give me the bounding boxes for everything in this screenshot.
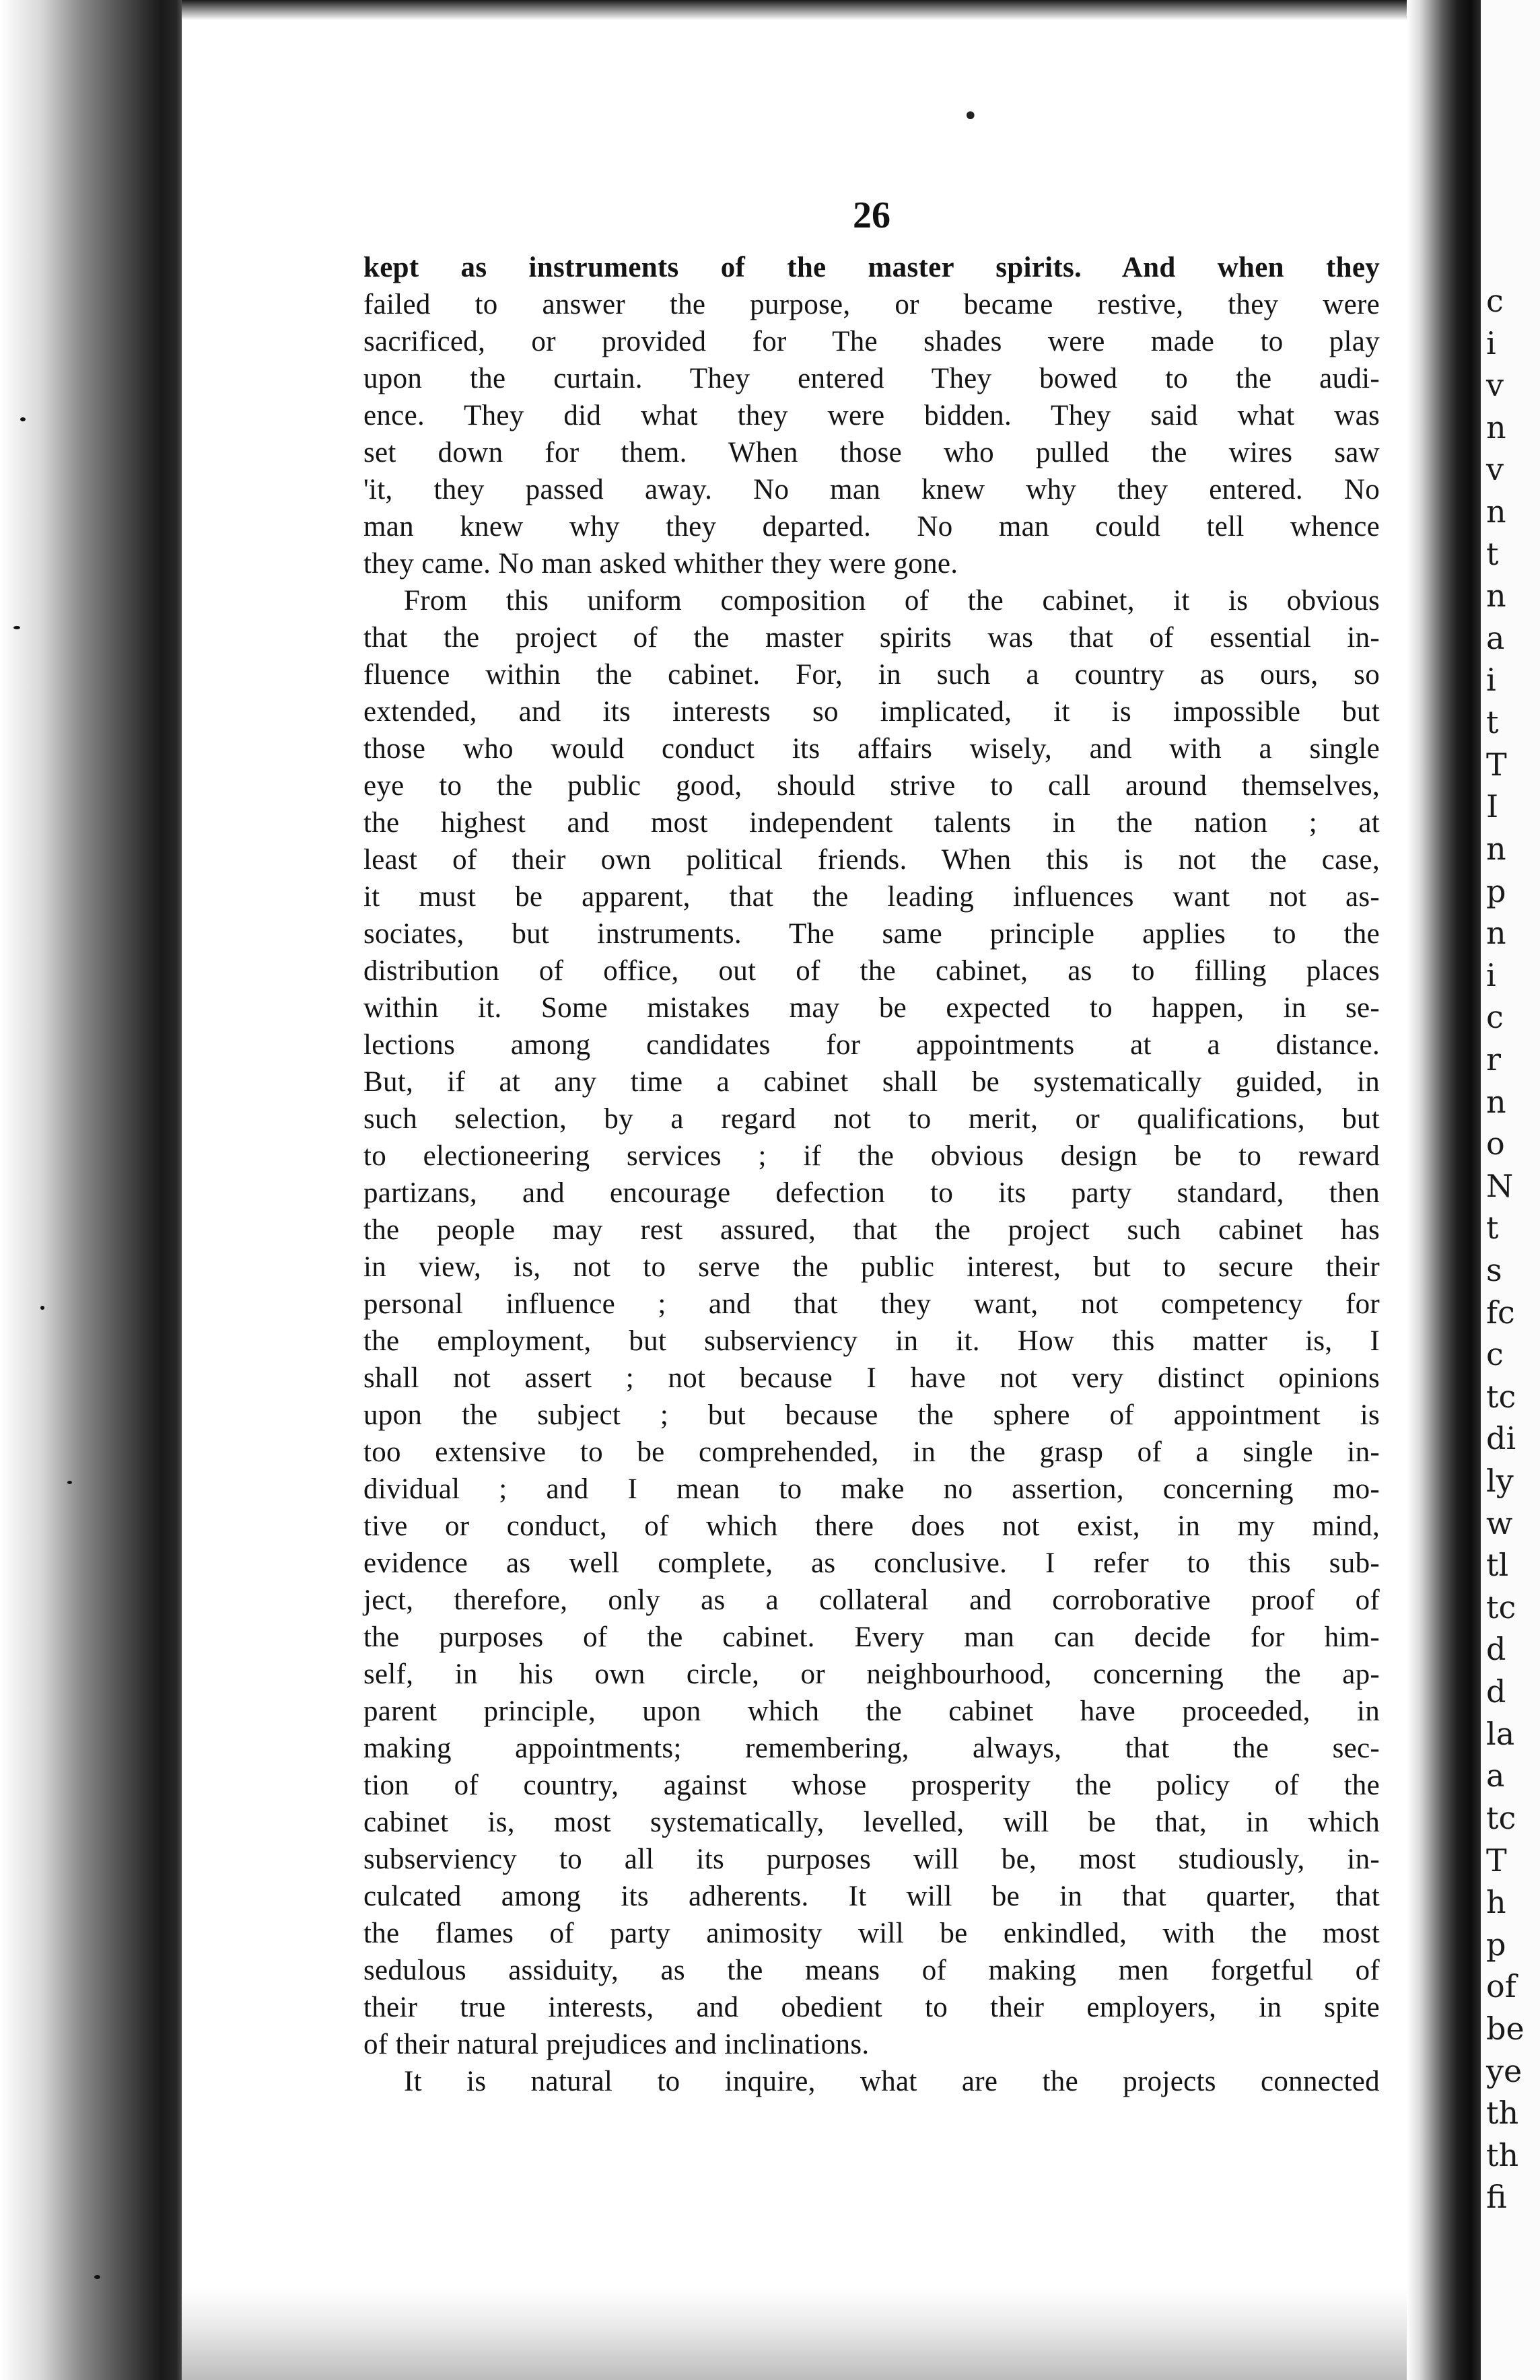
top-page-shadow	[182, 0, 1413, 20]
facing-page-fragment: n	[1486, 409, 1506, 446]
text-line: upon the curtain. They entered They bowed to the audi-	[363, 363, 1380, 394]
facing-page-fragment: p	[1486, 872, 1506, 909]
text-line: the people may rest assured, that the project such cabinet has	[363, 1214, 1380, 1246]
facing-page-fragment: o	[1486, 1125, 1505, 1162]
facing-page-fragment: n	[1486, 915, 1506, 952]
right-gutter-shadow	[1407, 0, 1481, 2380]
text-line: set down for them. When those who pulled the wires saw	[363, 437, 1380, 468]
ink-speck: •	[963, 101, 979, 132]
text-line: tive or conduct, of which there does not exist, in my mind,	[363, 1510, 1380, 1542]
facing-page-fragment: I	[1486, 788, 1499, 825]
text-line: to electioneering services ; if the obvious design be to reward	[363, 1140, 1380, 1172]
text-line: the employment, but subserviency in it. How this matter is, I	[363, 1325, 1380, 1357]
text-line: lections among candidates for appointments at a distance.	[363, 1029, 1380, 1061]
text-line: too extensive to be comprehended, in the grasp of a single in-	[363, 1436, 1380, 1468]
facing-page-fragment: c	[1486, 999, 1504, 1036]
text-line: the purposes of the cabinet. Every man can decide for him-	[363, 1621, 1380, 1653]
facing-page-fragment: r	[1486, 1041, 1501, 1078]
facing-page-fragment: p	[1486, 1926, 1506, 1963]
text-line: ject, therefore, only as a collateral and corroborative proof of	[363, 1584, 1380, 1616]
text-line: From this uniform composition of the cabinet, it is obvious	[404, 585, 1380, 617]
facing-page-fragment: v	[1486, 367, 1504, 404]
text-line: their true interests, and obedient to their employers, in spite	[363, 1992, 1380, 2023]
facing-page-fragment: i	[1486, 324, 1496, 361]
text-line: the highest and most independent talents in the nation ; at	[363, 807, 1380, 839]
facing-page-fragment: tl	[1486, 1547, 1509, 1584]
text-line: distribution of office, out of the cabinet, as to filling places	[363, 955, 1380, 987]
text-block	[363, 249, 1380, 2100]
page-number: 26	[853, 195, 890, 236]
text-line: subserviency to all its purposes will be, most studiously, in-	[363, 1844, 1380, 1875]
facing-page-fragment: c	[1486, 283, 1504, 319]
facing-page-fragment: di	[1486, 1420, 1516, 1457]
facing-page-fragment: n	[1486, 830, 1506, 867]
text-line: sacrificed, or provided for The shades were made to play	[363, 326, 1380, 357]
facing-page-fragment: th	[1486, 2136, 1519, 2173]
text-line: the flames of party animosity will be enkindled, with the most	[363, 1918, 1380, 1949]
facing-page-fragment: T	[1486, 1842, 1507, 1879]
facing-page-fragment: tc	[1486, 1588, 1516, 1625]
text-line: of their natural prejudices and inclinations.	[363, 2029, 870, 2060]
text-line: cabinet is, most systematically, levelled, will be that, in which	[363, 1807, 1380, 1838]
text-line: culcated among its adherents. It will be in that quarter, that	[363, 1881, 1380, 1912]
text-line: eye to the public good, should strive to call around themselves,	[363, 770, 1380, 802]
text-line: kept as instruments of the master spirits. And when they	[363, 252, 1380, 283]
facing-page-fragment: h	[1486, 1884, 1506, 1921]
text-line: dividual ; and I mean to make no assertion, concerning mo-	[363, 1473, 1380, 1505]
text-line: self, in his own circle, or neighbourhood, concerning the ap-	[363, 1658, 1380, 1690]
text-line: in view, is, not to serve the public interest, but to secure their	[363, 1251, 1380, 1283]
text-line: personal influence ; and that they want, not competency for	[363, 1288, 1380, 1320]
text-line: such selection, by a regard not to merit, or qualifications, but	[363, 1103, 1380, 1135]
facing-page-fragment: n	[1486, 493, 1506, 530]
text-line: making appointments; remembering, always, that the sec-	[363, 1733, 1380, 1764]
facing-page-fragment: i	[1486, 662, 1496, 699]
facing-page-fragment: a	[1486, 619, 1505, 656]
facing-page-fragment: be	[1486, 2010, 1525, 2047]
facing-page-fragment: N	[1486, 1167, 1514, 1204]
text-line: 'it, they passed away. No man knew why they entered. No	[363, 474, 1380, 505]
text-line: partizans, and encourage defection to its party standard, then	[363, 1177, 1380, 1209]
text-line: sociates, but instruments. The same principle applies to the	[363, 918, 1380, 950]
facing-page-fragment: n	[1486, 1083, 1506, 1120]
facing-page-fragment: t	[1486, 535, 1499, 572]
facing-page-fragment: tc	[1486, 1799, 1516, 1836]
text-line: they came. No man asked whither they were gone.	[363, 548, 958, 580]
text-line: extended, and its interests so implicated, it is impossible but	[363, 696, 1380, 728]
text-line: least of their own political friends. When this is not the case,	[363, 844, 1380, 876]
text-line: within it. Some mistakes may be expected to happen, in se-	[363, 992, 1380, 1024]
facing-page-fragment: la	[1486, 1715, 1515, 1752]
facing-page-fragment: t	[1486, 1210, 1499, 1247]
text-line: sedulous assiduity, as the means of making men forgetful of	[363, 1955, 1380, 1986]
left-binding-edge	[0, 0, 182, 2380]
facing-page-fragment: d	[1486, 1673, 1506, 1710]
text-line: parent principle, upon which the cabinet have proceeded, in	[363, 1695, 1380, 1727]
text-line: evidence as well complete, as conclusive. I refer to this sub-	[363, 1547, 1380, 1579]
facing-page-fragment: d	[1486, 1631, 1506, 1668]
facing-page-fragment: of	[1486, 1968, 1516, 2005]
text-line: shall not assert ; not because I have not very distinct opinions	[363, 1362, 1380, 1394]
bottom-page-shadow	[182, 2288, 1413, 2380]
facing-page-fragment: fi	[1486, 2179, 1507, 2216]
facing-page-fragment: v	[1486, 451, 1504, 488]
text-line: upon the subject ; but because the sphere of appointment is	[363, 1399, 1380, 1431]
facing-page-fragment: ye	[1486, 2052, 1523, 2089]
facing-page-fragment: i	[1486, 956, 1496, 993]
text-line: ence. They did what they were bidden. They said what was	[363, 400, 1380, 431]
facing-page-fragment: c	[1486, 1336, 1504, 1373]
facing-page-fragment: s	[1486, 1252, 1502, 1288]
facing-page-fragment: T	[1486, 746, 1507, 783]
facing-page-fragment: tc	[1486, 1378, 1516, 1415]
facing-page-fragment: th	[1486, 2095, 1519, 2132]
text-line: tion of country, against whose prosperity the policy of the	[363, 1770, 1380, 1801]
text-line: failed to answer the purpose, or became restive, they were	[363, 289, 1380, 320]
text-line: It is natural to inquire, what are the projects connected	[404, 2066, 1380, 2097]
text-line: man knew why they departed. No man could tell whence	[363, 511, 1380, 542]
text-line: But, if at any time a cabinet shall be systematically guided, in	[363, 1066, 1380, 1098]
facing-page-fragment: n	[1486, 578, 1506, 615]
text-line: it must be apparent, that the leading influences want not as-	[363, 881, 1380, 913]
facing-page-fragment: t	[1486, 704, 1499, 741]
facing-page-fragment: fc	[1486, 1294, 1515, 1331]
text-line: those who would conduct its affairs wisely, and with a single	[363, 733, 1380, 765]
facing-page-fragment: a	[1486, 1757, 1505, 1794]
facing-page-strip	[1481, 0, 1540, 2380]
facing-page-fragment: ly	[1486, 1463, 1514, 1500]
facing-page-fragment: w	[1486, 1504, 1513, 1541]
text-line: fluence within the cabinet. For, in such a country as ours, so	[363, 659, 1380, 691]
text-line: that the project of the master spirits was that of essential in-	[363, 622, 1380, 654]
page-body	[363, 188, 1380, 2100]
